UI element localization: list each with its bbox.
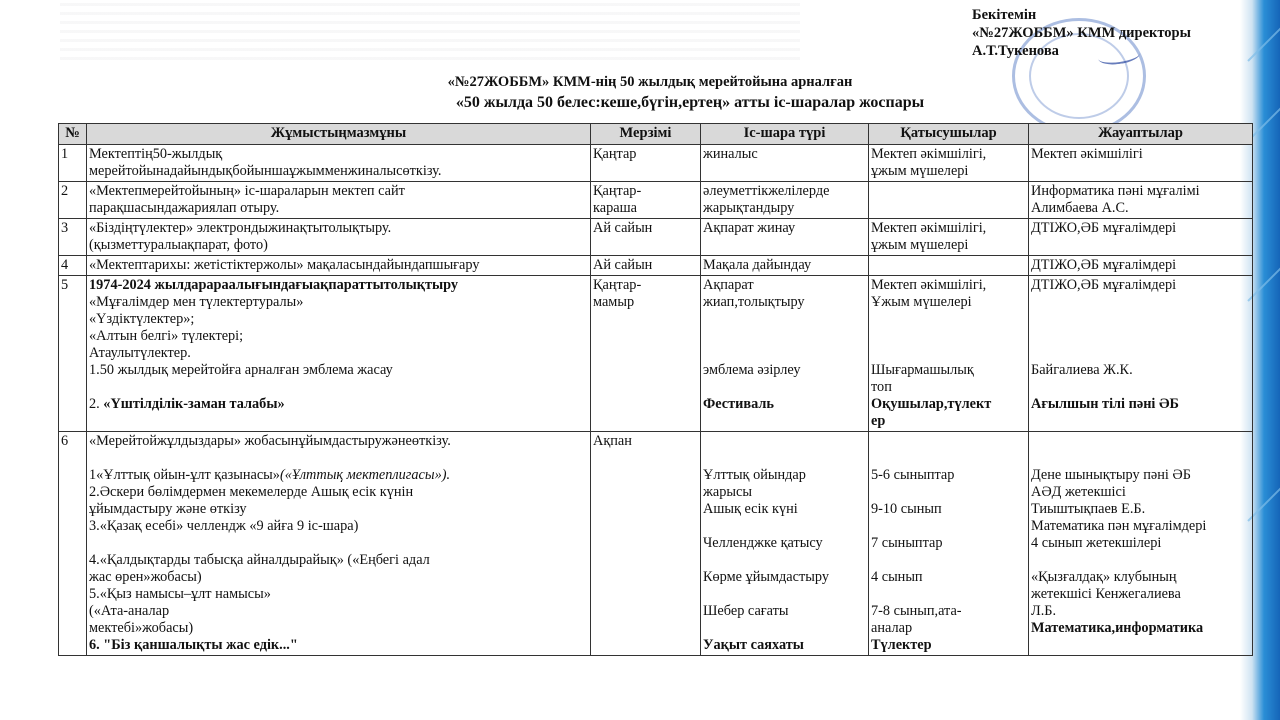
responsible-line: АӘД жетекшісі [1031,484,1126,500]
cell-number: 2 [59,182,87,219]
type-line: әлеуметтікжелілерде [703,183,830,199]
content-line: мектебі»жобасы) [89,620,194,636]
cell-content [87,276,591,432]
responsible-line: Алимбаева А.С. [1031,200,1129,216]
cell-participants [869,256,1029,276]
cell-number: 6 [59,432,87,656]
cell-term [591,182,701,219]
participants-line: Мектеп әкімшілігі, [871,146,987,162]
content-line: «Мұғалімдер мен түлектертуралы» [89,294,304,310]
responsible-line: «Қызғалдақ» клубының [1031,569,1177,585]
participants-line: аналар [871,620,913,636]
cell-number: 4 [59,256,87,276]
header-participants: Қатысушылар [869,124,1029,145]
cell-event-type [701,276,869,432]
content-line: «Біздіңтүлектер» электрондыжинақтытолықтыру. [89,220,392,236]
type-line: Ақпарат [703,277,754,293]
content-line [89,396,588,413]
approval-line-2: «№27ЖОББМ» КММ директоры [972,25,1191,41]
responsible-line: 4 сынып жетекшілері [1031,535,1162,551]
approval-block [972,6,1191,60]
cell-event-type: Мақала дайындау [701,256,869,276]
type-line: Челленджке қатысу [703,535,823,551]
participants-line: 9-10 сынып [871,501,942,517]
participants-line: ұжым мүшелері [871,163,969,179]
content-line: («Ата-аналар [89,603,170,619]
participants-line: Мектеп әкімшілігі, [871,220,987,236]
content-line: мерейтойынадайындықбойыншаұжымменжиналысөткізу. [89,163,442,179]
content-line: парақшасындажариялап отыру. [89,200,280,216]
participants-line: 7-8 сынып,ата- [871,603,962,619]
content-line: «Мерейтойжұлдыздары» жобасынұйымдастыружәнеөткізу. [89,433,451,449]
table-row [59,145,1253,182]
responsible-line: Тиыштықпаев Е.Б. [1031,501,1146,517]
header-number: № [59,124,87,145]
item-prefix: 2. [89,396,104,412]
scan-texture [60,0,800,60]
type-line: жарықтандыру [703,200,795,216]
type-line: Уақыт саяхаты [703,637,804,653]
cell-participants [869,219,1029,256]
responsible-line: жетекшісі Кенжегалиева [1031,586,1181,602]
type-line: эмблема әзірлеу [703,362,801,378]
term-line: караша [593,200,637,216]
cell-number: 1 [59,145,87,182]
content-line [89,467,588,484]
participants-line: ер [871,413,886,429]
responsible-line: Ағылшын тілі пәні ӘБ [1031,396,1179,412]
cell-number: 3 [59,219,87,256]
header-content: Жұмыстыңмазмұны [87,124,591,145]
approval-line-1: Бекітемін [972,7,1037,23]
cell-event-type: Ақпарат жинау [701,219,869,256]
table-row [59,432,1253,656]
cell-responsible [1029,276,1253,432]
responsible-line: Математика пән мұғалімдері [1031,518,1207,534]
cell-responsible [1029,182,1253,219]
participants-line: ұжым мүшелері [871,237,969,253]
term-line: Қаңтар- [593,183,642,199]
cell-content [87,219,591,256]
document-title-line-2: «50 жылда 50 белес:кеше,бүгін,ертең» атты іс-шаралар жоспары [455,94,925,111]
content-line: 1.50 жылдық мерейтойға арналған эмблема жасау [89,362,393,378]
responsible-line: ДТІЖО,ӘБ мұғалімдері [1031,277,1177,293]
cell-responsible: ДТІЖО,ӘБ мұғалімдері [1029,256,1253,276]
cell-event-type: жиналыс [701,145,869,182]
header-event-type: Іс-шара түрі [701,124,869,145]
content-line: (қызметтуралыақпарат, фото) [89,237,268,253]
type-line: жиап,толықтыру [703,294,805,310]
plan-table [58,123,1253,656]
participants-line: 7 сыныптар [871,535,943,551]
table-row [59,256,1253,276]
item-title: 1«Ұлттық ойын-ұлт қазынасы» [89,467,280,483]
responsible-line: Дене шынықтыру пәні ӘБ [1031,467,1191,483]
content-line: ұйымдастыру және өткізу [89,501,247,517]
cell-term [591,276,701,432]
content-line: «Алтын белгі» түлектері; [89,328,244,344]
item-title: «Үштілділік-заман талабы» [103,396,285,412]
responsible-line: Л.Б. [1031,603,1057,619]
table-row [59,182,1253,219]
cell-content [87,182,591,219]
participants-line: 5-6 сыныптар [871,467,955,483]
approval-line-3: А.Т.Тукенова [972,43,1059,59]
cell-event-type [701,432,869,656]
table-row [59,219,1253,256]
content-line: 6. "Біз қаншалықты жас едік..." [89,637,298,653]
cell-term: Қаңтар [591,145,701,182]
cell-content [87,432,591,656]
type-line: Фестиваль [703,396,774,412]
content-line: 1974-2024 жылдарараалығындағыақпараттытолықтыру [89,277,459,293]
cell-event-type [701,182,869,219]
cell-responsible [1029,432,1253,656]
cell-number: 5 [59,276,87,432]
item-note: («Ұлттық мектеплигасы»). [279,467,451,483]
header-term: Мерзімі [591,124,701,145]
content-line: 3.«Қазақ есебі» челлендж «9 айға 9 іс-шара) [89,518,359,534]
content-line: «Мектепмерейтойының» іс-шараларын мектеп сайт [89,183,405,199]
cell-participants [869,145,1029,182]
content-line: 4.«Қалдықтарды табысқа айналдырайық» («Еңбегі адал [89,552,430,568]
responsible-line: Байгалиева Ж.К. [1031,362,1133,378]
table-header-row [59,124,1253,145]
cell-responsible: Мектеп әкімшілігі [1029,145,1253,182]
content-line: «Үздіктүлектер»; [89,311,195,327]
content-line: Атаулытүлектер. [89,345,191,361]
type-line: Шебер сағаты [703,603,789,619]
type-line: жарысы [703,484,752,500]
type-line: Ашық есік күні [703,501,798,517]
cell-content [87,145,591,182]
responsible-line: Информатика пәні мұғалімі [1031,183,1200,199]
term-line: мамыр [593,294,635,310]
cell-term: Ай сайын [591,256,701,276]
cell-responsible: ДТІЖО,ӘБ мұғалімдері [1029,219,1253,256]
cell-term: Ай сайын [591,219,701,256]
content-line: Мектептің50-жылдық [89,146,223,162]
term-line: Қаңтар- [593,277,642,293]
content-line: жас өрен»жобасы) [89,569,202,585]
type-line: Көрме ұйымдастыру [703,569,829,585]
participants-line: Мектеп әкімшілігі, [871,277,987,293]
participants-line: Түлектер [871,637,932,653]
cell-term: Ақпан [591,432,701,656]
table-row [59,276,1253,432]
content-line: 2.Әскери бөлімдермен мекемелерде Ашық есік күнін [89,484,414,500]
cell-participants [869,432,1029,656]
participants-line: Ұжым мүшелері [871,294,972,310]
cell-participants [869,182,1029,219]
participants-line: 4 сынып [871,569,923,585]
header-responsible: Жауаптылар [1029,124,1253,145]
cell-participants [869,276,1029,432]
participants-line: топ [871,379,892,395]
responsible-line: Математика,информатика [1031,620,1204,636]
content-line: «Мектептарихы: жетістіктержолы» мақаласындайындапшығару [89,257,480,273]
participants-line: Оқушылар,түлект [871,396,992,412]
document-title-line-1: «№27ЖОББМ» КММ-нің 50 жылдық мерейтойына арналған [447,74,853,90]
participants-line: Шығармашылық [871,362,974,378]
content-line: 5.«Қыз намысы–ұлт намысы» [89,586,271,602]
type-line: Ұлттық ойындар [703,467,806,483]
cell-content [87,256,591,276]
